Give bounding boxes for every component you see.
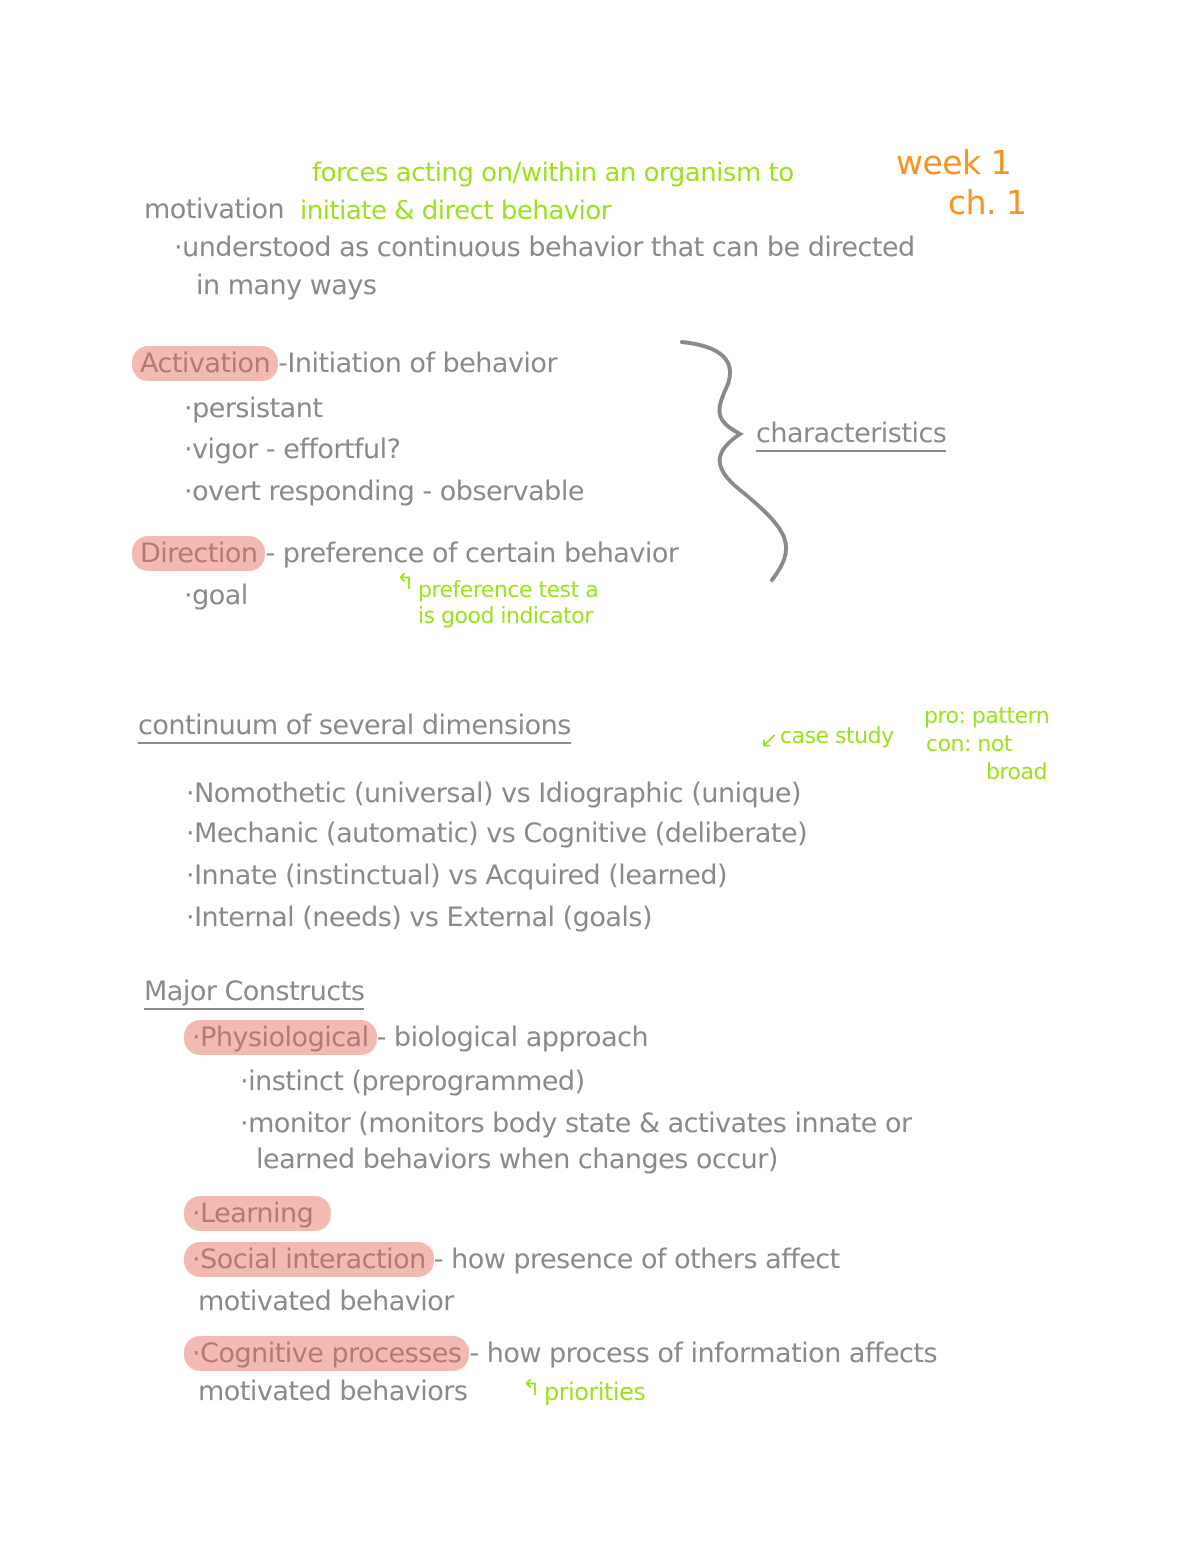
arrow-up-icon: ↰ — [396, 570, 414, 595]
motivation-note-line2: in many ways — [196, 270, 377, 301]
direction-definition: - preference of certain behavior — [265, 538, 679, 569]
week-label: week 1 — [896, 143, 1012, 182]
activation-definition: -Initiation of behavior — [278, 348, 558, 379]
cognitive-definition-line2: motivated behaviors — [198, 1376, 468, 1407]
social-definition: - how presence of others affect — [433, 1244, 840, 1275]
motivation-term: motivation — [144, 194, 285, 225]
continuum-item: ·Innate (instinctual) vs Acquired (learned) — [186, 860, 727, 891]
continuum-heading: continuum of several dimensions — [138, 712, 571, 744]
physiological-definition: - biological approach — [376, 1022, 649, 1053]
chapter-label: ch. 1 — [948, 183, 1027, 222]
direction-row — [140, 540, 678, 567]
motivation-definition-line2: initiate & direct behavior — [300, 196, 611, 226]
instinct-item: ·instinct (preprogrammed) — [240, 1066, 585, 1097]
activation-item-persistant: ·persistant — [184, 393, 323, 424]
priorities-note: priorities — [544, 1378, 646, 1406]
activation-item-overt: ·overt responding - observable — [184, 476, 584, 507]
continuum-item: ·Nomothetic (universal) vs Idiographic (unique) — [186, 778, 801, 809]
cognitive-term: ·Cognitive processes — [184, 1336, 469, 1371]
direction-term: Direction — [132, 536, 265, 571]
physiological-row — [192, 1024, 648, 1051]
pro-note: pro: pattern — [924, 704, 1050, 729]
activation-term: Activation — [132, 346, 278, 381]
motivation-definition-line1: forces acting on/within an organism to — [312, 158, 794, 188]
cognitive-row — [192, 1340, 937, 1367]
con-note: con: not — [926, 732, 1012, 757]
case-study-note: case study — [780, 724, 894, 749]
social-definition-line2: motivated behavior — [198, 1286, 454, 1317]
social-row — [192, 1246, 840, 1273]
characteristics-label: characteristics — [756, 420, 946, 452]
direction-item-goal: ·goal — [184, 580, 248, 611]
social-term: ·Social interaction — [184, 1242, 434, 1277]
direction-note-line2: is good indicator — [418, 604, 593, 629]
con-note-line2: broad — [986, 760, 1047, 785]
arrow-up-icon: ↰ — [522, 1376, 540, 1401]
direction-note-line1: preference test a — [418, 578, 599, 603]
arrow-down-left-icon: ↙ — [760, 728, 778, 753]
constructs-heading: Major Constructs — [144, 978, 364, 1010]
motivation-note-line1: ·understood as continuous behavior that can be directed — [174, 232, 915, 263]
physiological-term: ·Physiological — [184, 1020, 377, 1055]
monitor-item-line2: learned behaviors when changes occur) — [256, 1144, 778, 1175]
learning-row — [192, 1200, 331, 1227]
monitor-item-line1: ·monitor (monitors body state & activates innate or — [240, 1108, 912, 1139]
cognitive-definition: - how process of information affects — [469, 1338, 938, 1369]
continuum-item: ·Mechanic (automatic) vs Cognitive (deliberate) — [186, 818, 808, 849]
learning-term: ·Learning — [184, 1196, 331, 1231]
activation-item-vigor: ·vigor - effortful? — [184, 434, 401, 465]
continuum-item: ·Internal (needs) vs External (goals) — [186, 902, 652, 933]
